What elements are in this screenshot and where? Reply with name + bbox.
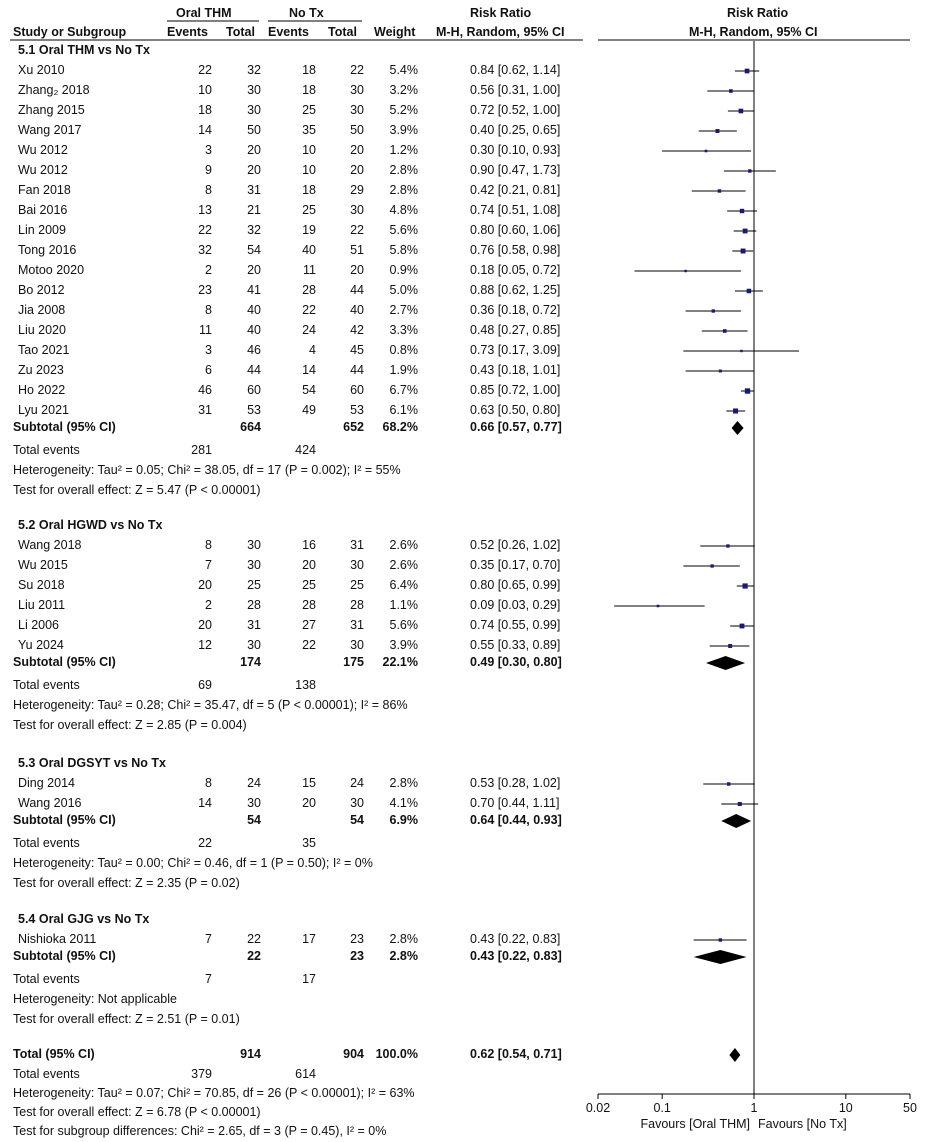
total-ctl: 20 [350, 263, 364, 277]
events-ctl: 10 [302, 163, 316, 177]
weight-value: 3.2% [389, 83, 418, 97]
point-estimate-square [718, 189, 721, 192]
weight-value: 3.9% [389, 123, 418, 137]
point-estimate-square [748, 169, 751, 172]
risk-ratio-ci: 0.73 [0.17, 3.09] [470, 343, 561, 357]
total-exp: 20 [247, 163, 261, 177]
subgroup-differences-test: Test for subgroup differences: Chi² = 2.65, df = 3 (P = 0.45), I² = 0% [13, 1124, 387, 1138]
weight-value: 0.8% [389, 343, 418, 357]
risk-ratio-ci: 0.30 [0.10, 0.93] [470, 143, 561, 157]
study-name: Su 2018 [18, 578, 65, 592]
total-events-exp: 22 [198, 836, 212, 850]
total-ctl: 42 [350, 323, 364, 337]
study-name: Tao 2021 [18, 343, 70, 357]
study-name: Liu 2020 [18, 323, 66, 337]
total-exp: 32 [247, 223, 261, 237]
total-ctl: 31 [350, 618, 364, 632]
risk-ratio-ci: 0.88 [0.62, 1.25] [470, 283, 561, 297]
events-exp: 2 [205, 598, 212, 612]
subtotal-label: Subtotal (95% CI) [13, 949, 116, 963]
overall-events-label: Total events [13, 1067, 80, 1081]
total-exp: 25 [247, 578, 261, 592]
risk-ratio-ci: 0.80 [0.60, 1.06] [470, 223, 561, 237]
header-total-ctl: Total [328, 25, 357, 39]
total-ctl: 25 [350, 578, 364, 592]
point-estimate-square [743, 229, 748, 234]
risk-ratio-ci: 0.18 [0.05, 0.72] [470, 263, 561, 277]
subtotal-total-ctl: 54 [350, 813, 364, 827]
total-exp: 44 [247, 363, 261, 377]
events-ctl: 25 [302, 203, 316, 217]
header-weight: Weight [374, 25, 416, 39]
total-exp: 24 [247, 776, 261, 790]
risk-ratio-ci: 0.70 [0.44, 1.11] [470, 796, 560, 810]
total-exp: 20 [247, 143, 261, 157]
subgroup-title: 5.1 Oral THM vs No Tx [18, 43, 150, 57]
events-exp: 32 [198, 243, 212, 257]
total-exp: 30 [247, 638, 261, 652]
subtotal-diamond [706, 656, 745, 670]
weight-value: 5.0% [389, 283, 418, 297]
subtotal-ci: 0.66 [0.57, 0.77] [470, 420, 562, 434]
events-exp: 8 [205, 303, 212, 317]
study-name: Lin 2009 [18, 223, 66, 237]
events-ctl: 35 [302, 123, 316, 137]
total-exp: 20 [247, 263, 261, 277]
weight-value: 2.8% [389, 183, 418, 197]
point-estimate-square [740, 624, 745, 629]
study-name: Zhang 2015 [18, 103, 85, 117]
subtotal-diamond [694, 950, 747, 964]
total-exp: 31 [247, 618, 261, 632]
study-name: Bai 2016 [18, 203, 68, 217]
header-group-control: No Tx [289, 6, 324, 20]
overall-effect-text: Test for overall effect: Z = 2.85 (P = 0.004) [13, 718, 247, 732]
study-name: Wang 2016 [18, 796, 82, 810]
events-ctl: 16 [302, 538, 316, 552]
point-estimate-square [741, 249, 746, 254]
total-events-exp: 69 [198, 678, 212, 692]
subtotal-total-ctl: 175 [343, 655, 364, 669]
total-exp: 30 [247, 558, 261, 572]
x-axis-tick-label: 1 [750, 1101, 758, 1115]
events-exp: 3 [205, 143, 212, 157]
events-exp: 46 [198, 383, 212, 397]
point-estimate-square [729, 89, 733, 93]
favours-right-label: Favours [No Tx] [758, 1117, 847, 1131]
total-events-exp: 7 [205, 972, 212, 986]
risk-ratio-ci: 0.74 [0.55, 0.99] [470, 618, 561, 632]
subgroup-title: 5.2 Oral HGWD vs No Tx [18, 518, 163, 532]
point-estimate-square [733, 408, 738, 413]
header-total-exp: Total [226, 25, 255, 39]
weight-value: 4.8% [389, 203, 418, 217]
events-ctl: 20 [302, 796, 316, 810]
overall-effect-text: Test for overall effect: Z = 5.47 (P < 0.00001) [13, 483, 261, 497]
weight-value: 6.1% [389, 403, 418, 417]
total-ctl: 29 [350, 183, 364, 197]
weight-value: 1.1% [389, 598, 418, 612]
subgroup-title: 5.3 Oral DGSYT vs No Tx [18, 756, 166, 770]
risk-ratio-ci: 0.80 [0.65, 0.99] [470, 578, 561, 592]
overall-ci: 0.62 [0.54, 0.71] [470, 1047, 562, 1061]
point-estimate-square [719, 370, 722, 373]
header-study: Study or Subgroup [13, 25, 127, 39]
events-exp: 12 [198, 638, 212, 652]
total-ctl: 44 [350, 363, 364, 377]
point-estimate-square [710, 564, 713, 567]
total-exp: 40 [247, 323, 261, 337]
weight-value: 2.8% [389, 163, 418, 177]
total-events-label: Total events [13, 678, 80, 692]
study-name: Xu 2010 [18, 63, 65, 77]
overall-diamond [729, 1048, 740, 1062]
total-events-label: Total events [13, 443, 80, 457]
risk-ratio-ci: 0.52 [0.26, 1.02] [470, 538, 561, 552]
header-plot-method: M-H, Random, 95% CI [689, 25, 818, 39]
total-ctl: 30 [350, 203, 364, 217]
total-ctl: 28 [350, 598, 364, 612]
total-ctl: 22 [350, 63, 364, 77]
subtotal-total-ctl: 652 [343, 420, 364, 434]
total-exp: 46 [247, 343, 261, 357]
total-ctl: 22 [350, 223, 364, 237]
point-estimate-square [657, 605, 660, 608]
study-name: Wu 2012 [18, 163, 68, 177]
total-ctl: 30 [350, 796, 364, 810]
events-exp: 10 [198, 83, 212, 97]
weight-value: 1.2% [389, 143, 418, 157]
events-exp: 8 [205, 776, 212, 790]
events-exp: 7 [205, 932, 212, 946]
events-exp: 20 [198, 618, 212, 632]
favours-left-label: Favours [Oral THM] [640, 1117, 750, 1131]
subtotal-total-exp: 54 [247, 813, 261, 827]
study-name: Jia 2008 [18, 303, 66, 317]
events-ctl: 18 [302, 63, 316, 77]
point-estimate-square [726, 544, 729, 547]
risk-ratio-ci: 0.84 [0.62, 1.14] [470, 63, 561, 77]
total-events-ctl: 17 [302, 972, 316, 986]
events-exp: 14 [198, 123, 212, 137]
study-name: Wu 2015 [18, 558, 68, 572]
risk-ratio-ci: 0.56 [0.31, 1.00] [470, 83, 561, 97]
study-name: Wu 2012 [18, 143, 68, 157]
total-exp: 41 [247, 283, 261, 297]
point-estimate-square [740, 209, 744, 213]
weight-value: 2.7% [389, 303, 418, 317]
overall-effect-text: Test for overall effect: Z = 2.51 (P = 0.01) [13, 1012, 240, 1026]
overall-weight: 100.0% [375, 1047, 418, 1061]
header-method: M-H, Random, 95% CI [436, 25, 565, 39]
point-estimate-square [723, 329, 727, 333]
weight-value: 5.6% [389, 618, 418, 632]
total-ctl: 53 [350, 403, 364, 417]
events-exp: 18 [198, 103, 212, 117]
total-events-ctl: 35 [302, 836, 316, 850]
subtotal-label: Subtotal (95% CI) [13, 420, 116, 434]
total-ctl: 60 [350, 383, 364, 397]
study-name: Wang 2018 [18, 538, 82, 552]
events-exp: 2 [205, 263, 212, 277]
events-ctl: 40 [302, 243, 316, 257]
events-ctl: 24 [302, 323, 316, 337]
weight-value: 6.7% [389, 383, 418, 397]
risk-ratio-ci: 0.36 [0.18, 0.72] [470, 303, 561, 317]
total-exp: 40 [247, 303, 261, 317]
point-estimate-square [715, 129, 719, 133]
point-estimate-square [745, 388, 750, 393]
events-exp: 6 [205, 363, 212, 377]
heterogeneity-text: Heterogeneity: Tau² = 0.05; Chi² = 38.05, df = 17 (P = 0.002); I² = 55% [13, 463, 401, 477]
events-ctl: 18 [302, 83, 316, 97]
total-events-exp: 281 [191, 443, 212, 457]
study-name: Lyu 2021 [18, 403, 69, 417]
total-exp: 30 [247, 103, 261, 117]
header-risk-ratio: Risk Ratio [470, 6, 532, 20]
risk-ratio-ci: 0.76 [0.58, 0.98] [470, 243, 561, 257]
x-axis-tick-label: 0.02 [585, 1101, 611, 1115]
weight-value: 0.9% [389, 263, 418, 277]
subgroup-title: 5.4 Oral GJG vs No Tx [18, 912, 150, 926]
point-estimate-square [719, 938, 722, 941]
events-exp: 8 [205, 538, 212, 552]
header-group-experimental: Oral THM [176, 6, 232, 20]
point-estimate-square [745, 69, 750, 74]
total-events-label: Total events [13, 972, 80, 986]
events-exp: 13 [198, 203, 212, 217]
heterogeneity-text: Heterogeneity: Not applicable [13, 992, 177, 1006]
total-ctl: 30 [350, 83, 364, 97]
total-ctl: 23 [350, 932, 364, 946]
events-ctl: 17 [302, 932, 316, 946]
risk-ratio-ci: 0.43 [0.22, 0.83] [470, 932, 561, 946]
risk-ratio-ci: 0.85 [0.72, 1.00] [470, 383, 561, 397]
total-events-ctl: 138 [295, 678, 316, 692]
events-ctl: 22 [302, 638, 316, 652]
events-ctl: 15 [302, 776, 316, 790]
events-exp: 9 [205, 163, 212, 177]
subtotal-total-exp: 22 [247, 949, 261, 963]
subtotal-diamond [721, 814, 751, 828]
events-ctl: 54 [302, 383, 316, 397]
subtotal-weight: 6.9% [389, 813, 418, 827]
total-ctl: 45 [350, 343, 364, 357]
subtotal-ci: 0.43 [0.22, 0.83] [470, 949, 562, 963]
total-exp: 31 [247, 183, 261, 197]
overall-events-ctl: 614 [295, 1067, 316, 1081]
study-name: Zu 2023 [18, 363, 64, 377]
study-name: Bo 2012 [18, 283, 65, 297]
subtotal-total-exp: 174 [240, 655, 261, 669]
events-exp: 3 [205, 343, 212, 357]
events-exp: 11 [199, 323, 212, 337]
events-exp: 20 [198, 578, 212, 592]
events-ctl: 14 [302, 363, 316, 377]
risk-ratio-ci: 0.35 [0.17, 0.70] [470, 558, 561, 572]
total-ctl: 30 [350, 638, 364, 652]
point-estimate-square [739, 109, 744, 114]
subtotal-label: Subtotal (95% CI) [13, 813, 116, 827]
events-ctl: 25 [302, 578, 316, 592]
risk-ratio-ci: 0.40 [0.25, 0.65] [470, 123, 561, 137]
study-name: Ho 2022 [18, 383, 66, 397]
study-name: Fan 2018 [18, 183, 71, 197]
events-exp: 8 [205, 183, 212, 197]
subtotal-total-ctl: 23 [350, 949, 364, 963]
x-axis-tick-label: 0.1 [653, 1101, 671, 1115]
overall-total-exp: 914 [240, 1047, 261, 1061]
events-exp: 23 [198, 283, 212, 297]
total-exp: 28 [247, 598, 261, 612]
events-ctl: 11 [303, 263, 316, 277]
subtotal-total-exp: 664 [240, 420, 261, 434]
total-ctl: 30 [350, 103, 364, 117]
overall-total-ctl: 904 [343, 1047, 364, 1061]
heterogeneity-text: Heterogeneity: Tau² = 0.00; Chi² = 0.46, df = 1 (P = 0.50); I² = 0% [13, 856, 373, 870]
heterogeneity-text: Heterogeneity: Tau² = 0.28; Chi² = 35.47, df = 5 (P < 0.00001); I² = 86% [13, 698, 408, 712]
header-events-exp: Events [167, 25, 208, 39]
events-ctl: 20 [302, 558, 316, 572]
study-name: Zhang₂ 2018 [18, 83, 90, 97]
weight-value: 2.8% [389, 932, 418, 946]
total-exp: 22 [247, 932, 261, 946]
risk-ratio-ci: 0.72 [0.52, 1.00] [470, 103, 561, 117]
total-ctl: 20 [350, 143, 364, 157]
risk-ratio-ci: 0.09 [0.03, 0.29] [470, 598, 561, 612]
weight-value: 2.6% [389, 558, 418, 572]
weight-value: 4.1% [389, 796, 418, 810]
study-name: Nishioka 2011 [18, 932, 97, 946]
overall-effect-test: Test for overall effect: Z = 6.78 (P < 0.00001) [13, 1105, 261, 1119]
point-estimate-square [684, 270, 686, 272]
subtotal-ci: 0.64 [0.44, 0.93] [470, 813, 562, 827]
study-name: Wang 2017 [18, 123, 82, 137]
weight-value: 3.9% [389, 638, 418, 652]
weight-value: 2.6% [389, 538, 418, 552]
overall-heterogeneity: Heterogeneity: Tau² = 0.07; Chi² = 70.85, df = 26 (P < 0.00001); I² = 63% [13, 1086, 415, 1100]
weight-value: 6.4% [389, 578, 418, 592]
events-ctl: 28 [302, 283, 316, 297]
total-ctl: 30 [350, 558, 364, 572]
risk-ratio-ci: 0.63 [0.50, 0.80] [470, 403, 561, 417]
risk-ratio-ci: 0.53 [0.28, 1.02] [470, 776, 561, 790]
events-ctl: 25 [302, 103, 316, 117]
subtotal-diamond [732, 421, 744, 435]
weight-value: 5.4% [389, 63, 418, 77]
subtotal-weight: 2.8% [389, 949, 418, 963]
events-ctl: 18 [302, 183, 316, 197]
events-ctl: 4 [309, 343, 316, 357]
events-ctl: 49 [302, 403, 316, 417]
events-ctl: 19 [302, 223, 316, 237]
events-ctl: 28 [302, 598, 316, 612]
events-exp: 31 [198, 403, 212, 417]
overall-label: Total (95% CI) [13, 1047, 95, 1061]
total-ctl: 24 [350, 776, 364, 790]
x-axis-tick-label: 50 [903, 1101, 917, 1115]
study-name: Li 2006 [18, 618, 60, 632]
total-ctl: 51 [350, 243, 364, 257]
overall-events-exp: 379 [191, 1067, 212, 1081]
subtotal-label: Subtotal (95% CI) [13, 655, 116, 669]
study-name: Liu 2011 [18, 598, 66, 612]
events-exp: 22 [198, 223, 212, 237]
total-events-label: Total events [13, 836, 80, 850]
header-events-ctl: Events [268, 25, 309, 39]
study-name: Motoo 2020 [18, 263, 85, 277]
point-estimate-square [712, 309, 715, 312]
total-exp: 30 [247, 796, 261, 810]
risk-ratio-ci: 0.43 [0.18, 1.01] [470, 363, 561, 377]
risk-ratio-ci: 0.42 [0.21, 0.81] [470, 183, 561, 197]
weight-value: 5.2% [389, 103, 418, 117]
overall-effect-text: Test for overall effect: Z = 2.35 (P = 0.02) [13, 876, 240, 890]
events-exp: 7 [205, 558, 212, 572]
weight-value: 3.3% [389, 323, 418, 337]
events-ctl: 10 [302, 143, 316, 157]
study-name: Tong 2016 [18, 243, 77, 257]
weight-value: 2.8% [389, 776, 418, 790]
risk-ratio-ci: 0.90 [0.47, 1.73] [470, 163, 561, 177]
events-ctl: 22 [302, 303, 316, 317]
point-estimate-square [728, 644, 732, 648]
total-ctl: 31 [350, 538, 364, 552]
header-plot-risk-ratio: Risk Ratio [727, 6, 789, 20]
total-exp: 30 [247, 538, 261, 552]
subtotal-weight: 68.2% [382, 420, 418, 434]
events-ctl: 27 [302, 618, 316, 632]
total-exp: 53 [247, 403, 261, 417]
x-axis-tick-label: 10 [838, 1101, 853, 1115]
point-estimate-square [705, 150, 708, 153]
point-estimate-square [740, 350, 742, 352]
total-ctl: 50 [350, 123, 364, 137]
study-name: Yu 2024 [18, 638, 64, 652]
subtotal-ci: 0.49 [0.30, 0.80] [470, 655, 562, 669]
point-estimate-square [747, 289, 752, 294]
subtotal-weight: 22.1% [382, 655, 418, 669]
weight-value: 5.8% [389, 243, 418, 257]
total-exp: 32 [247, 63, 261, 77]
study-name: Ding 2014 [18, 776, 75, 790]
events-exp: 22 [198, 63, 212, 77]
weight-value: 1.9% [389, 363, 418, 377]
risk-ratio-ci: 0.48 [0.27, 0.85] [470, 323, 561, 337]
total-events-ctl: 424 [295, 443, 316, 457]
point-estimate-square [743, 583, 748, 588]
risk-ratio-ci: 0.55 [0.33, 0.89] [470, 638, 561, 652]
point-estimate-square [738, 802, 742, 806]
total-ctl: 40 [350, 303, 364, 317]
total-exp: 60 [247, 383, 261, 397]
total-ctl: 20 [350, 163, 364, 177]
point-estimate-square [727, 782, 730, 785]
total-exp: 30 [247, 83, 261, 97]
risk-ratio-ci: 0.74 [0.51, 1.08] [470, 203, 561, 217]
total-exp: 54 [247, 243, 261, 257]
weight-value: 5.6% [389, 223, 418, 237]
total-exp: 50 [247, 123, 261, 137]
total-ctl: 44 [350, 283, 364, 297]
total-exp: 21 [247, 203, 261, 217]
events-exp: 14 [198, 796, 212, 810]
